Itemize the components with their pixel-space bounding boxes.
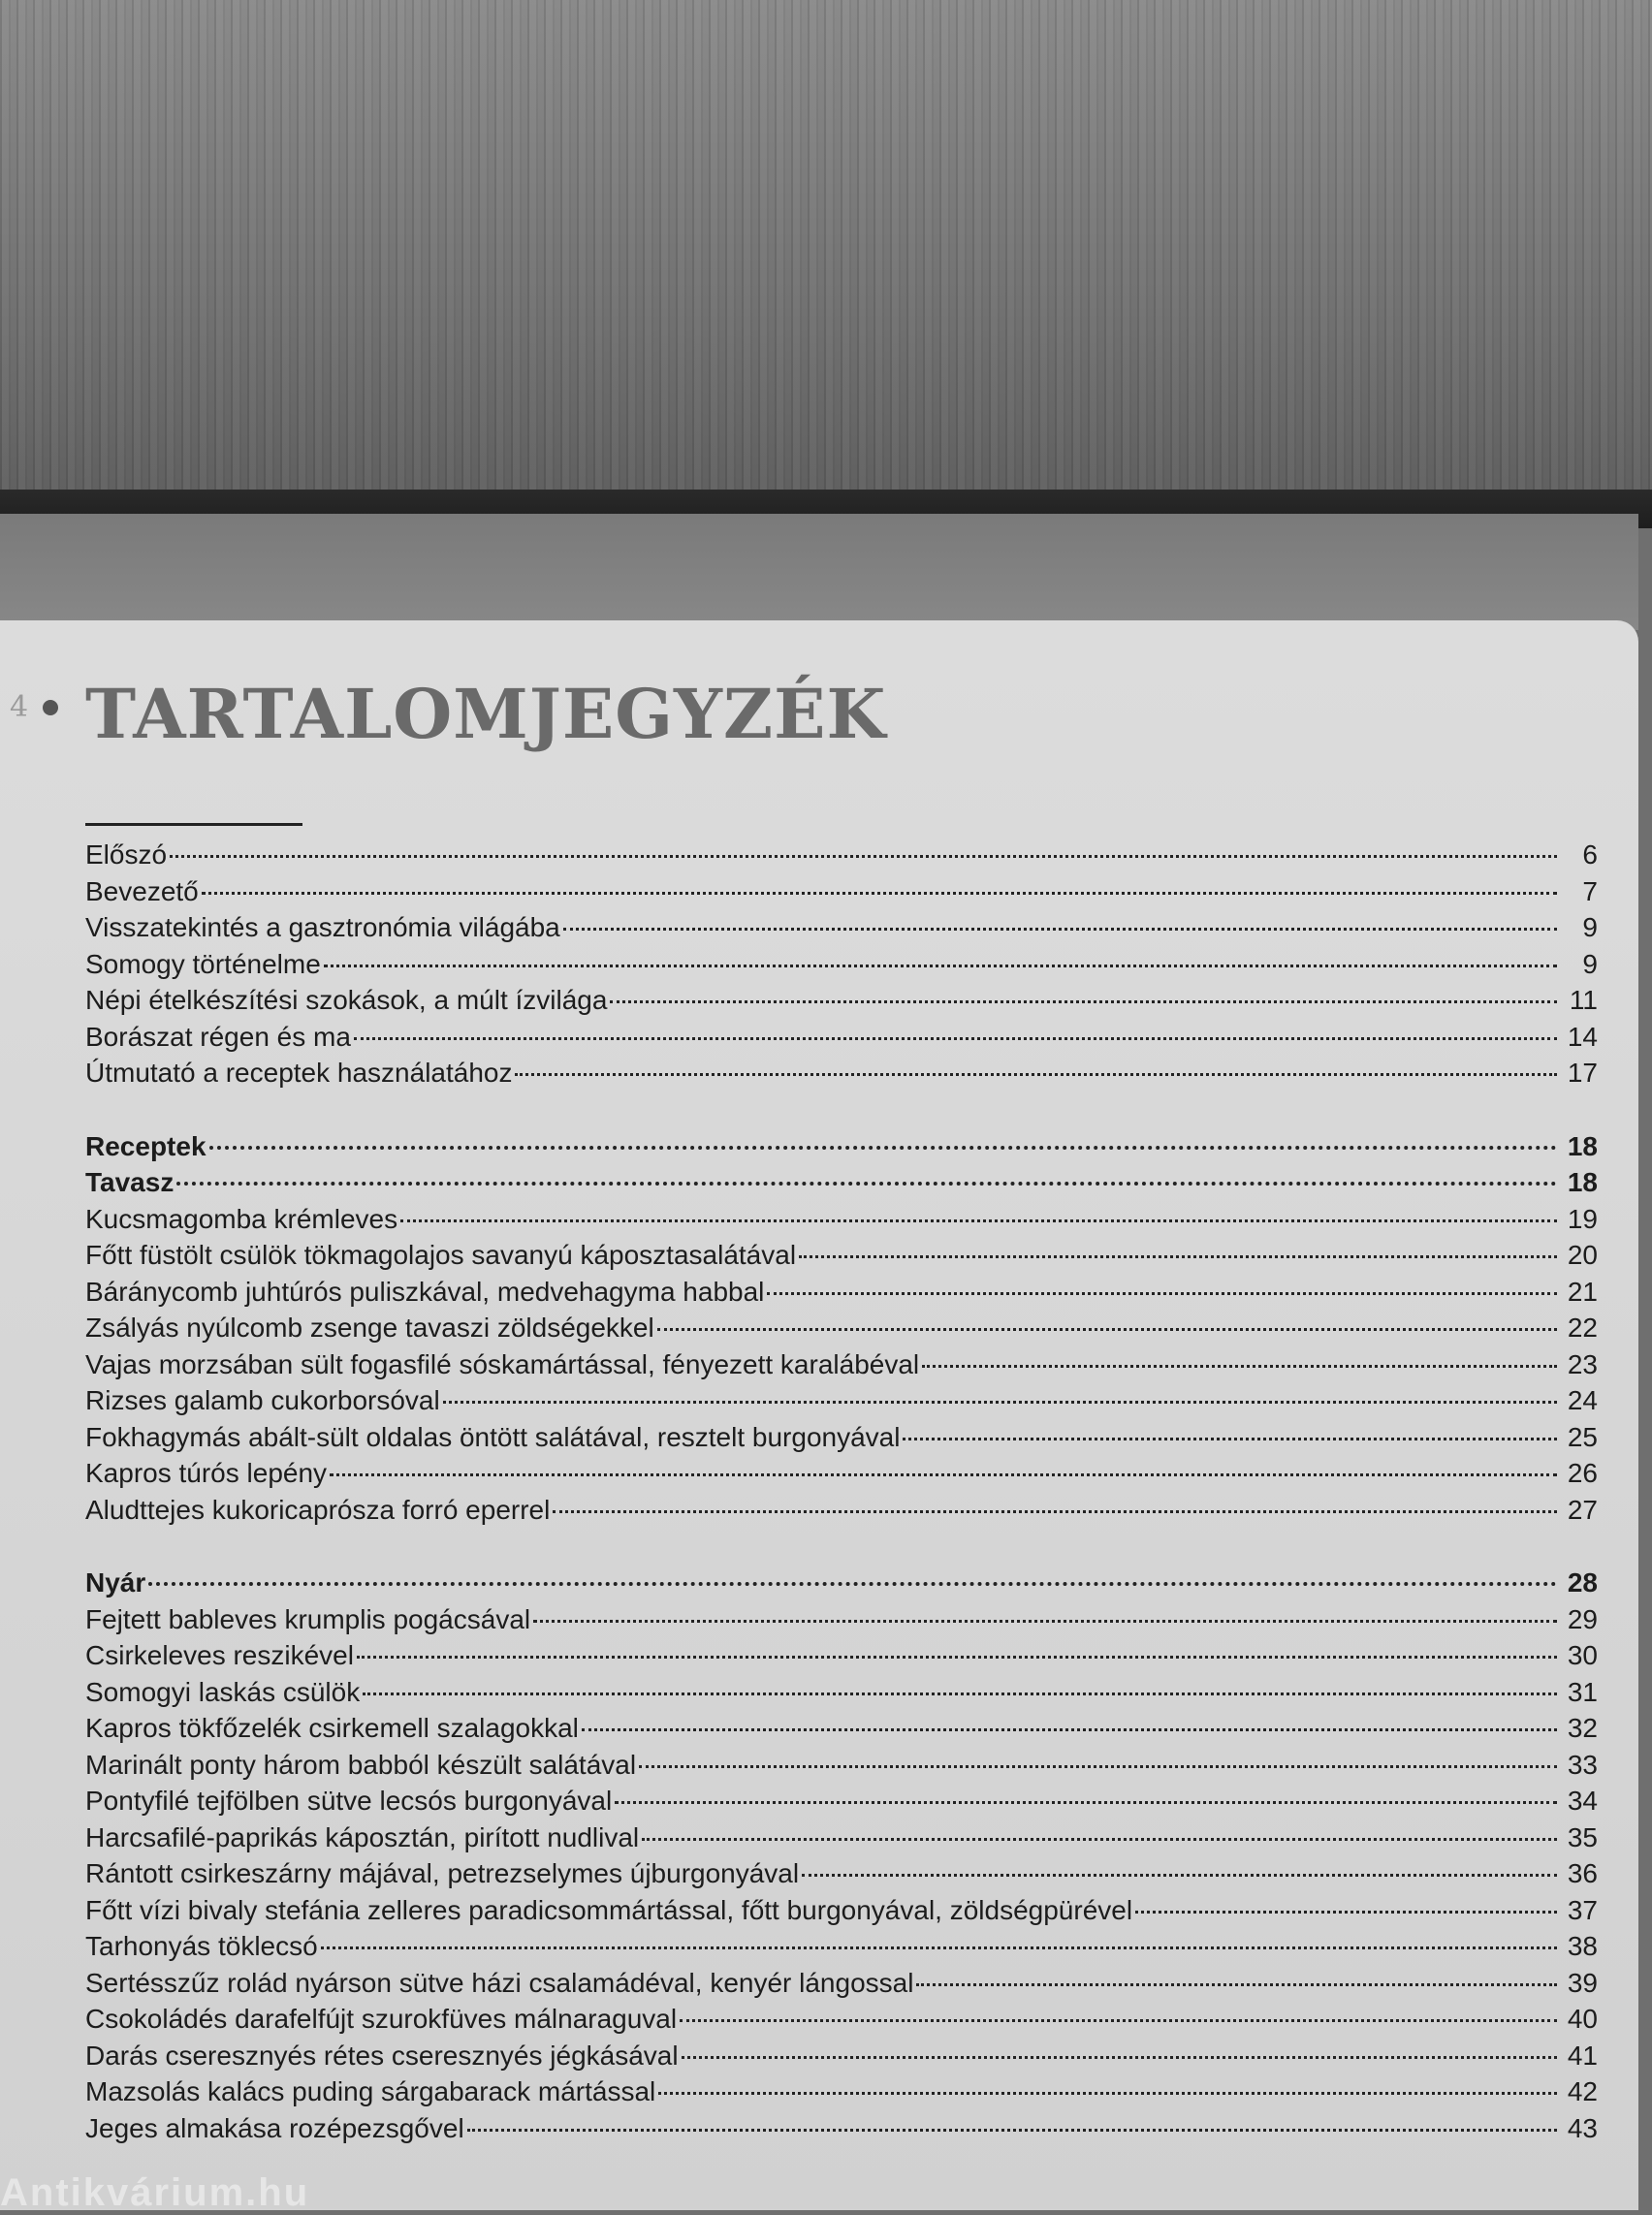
toc-entry[interactable] [85, 1786, 1598, 1822]
toc-entry-label: Pontyfilé tejfölben sütve lecsós burgonyával [85, 1786, 613, 1816]
toc-entry-label: Somogyi laskás csülök [85, 1676, 361, 1707]
dot-leader [209, 1146, 1557, 1150]
toc-entry-page: 9 [1582, 912, 1598, 942]
section-gap [85, 1531, 1598, 1567]
dot-leader [1135, 1911, 1557, 1914]
toc-entry-page: 9 [1582, 948, 1598, 979]
dot-leader [321, 1946, 1557, 1949]
toc-entry-label: Rizses galamb cukorborsóval [85, 1385, 440, 1415]
toc-entry-page: 25 [1567, 1421, 1598, 1452]
toc-entry-label: Marinált ponty három babból készült salátával [85, 1749, 637, 1780]
toc-entry-page: 19 [1567, 1203, 1598, 1234]
toc-entry-label: Mazsolás kalács puding sárgabarack mártással [85, 2076, 656, 2106]
toc-entry[interactable] [85, 2076, 1598, 2113]
dot-leader [363, 1693, 1557, 1695]
toc-entry-label: Fejtett bableves krumplis pogácsával [85, 1603, 531, 1634]
toc-entry-page: 23 [1567, 1348, 1598, 1379]
toc-entry-label: Receptek [85, 1130, 206, 1161]
dot-leader [400, 1219, 1557, 1222]
toc-entry[interactable] [85, 1385, 1598, 1422]
toc-entry-label: Kucsmagomba krémleves [85, 1203, 398, 1234]
toc-entry[interactable] [85, 1677, 1598, 1714]
toc-section-heading[interactable] [85, 1131, 1598, 1168]
toc-entry-label: Csirkeleves reszikével [85, 1640, 354, 1670]
dot-leader [658, 2092, 1557, 2095]
toc-entry-page: 17 [1567, 1058, 1598, 1088]
toc-entry-label: Népi ételkészítési szokások, a múlt ízvilága [85, 985, 608, 1015]
toc-entry-page: 43 [1567, 2112, 1598, 2143]
dot-leader [680, 2019, 1557, 2022]
toc-entry-page: 41 [1567, 2040, 1598, 2071]
toc-entry[interactable] [85, 876, 1598, 913]
toc-entry-page: 30 [1567, 1640, 1598, 1670]
toc-entry-label: Jeges almakása rozépezsgővel [85, 2112, 464, 2143]
toc-entry-label: Főtt vízi bivaly stefánia zelleres paradicsommártással, főtt burgonyával, zöldségpürével [85, 1894, 1133, 1925]
toc-entry-label: Fokhagymás abált-sült oldalas öntött salátával, resztelt burgonyával [85, 1421, 901, 1452]
toc-entry-label: Tavasz [85, 1167, 175, 1197]
toc-entry-page: 38 [1567, 1931, 1598, 1961]
toc-entry-page: 39 [1567, 1967, 1598, 1998]
toc-entry-page: 31 [1567, 1676, 1598, 1707]
toc-entry[interactable] [85, 1822, 1598, 1859]
toc-section-heading[interactable] [85, 1567, 1598, 1604]
toc-entry-label: Aludttejes kukoricaprósza forró eperrel [85, 1494, 551, 1525]
dot-leader [642, 1838, 1557, 1841]
toc-entry[interactable] [85, 839, 1598, 876]
dot-leader [610, 1000, 1557, 1003]
toc-entry-page: 42 [1567, 2076, 1598, 2106]
toc-entry[interactable] [85, 1640, 1598, 1677]
toc-entry-label: Rántott csirkeszárny májával, petrezselymes újburgonyával [85, 1858, 800, 1888]
dot-leader [443, 1401, 1557, 1404]
dot-leader [533, 1620, 1557, 1623]
toc-entry-page: 21 [1567, 1276, 1598, 1307]
toc-entry-label: Főtt füstölt csülök tökmagolajos savanyú káposztasalátával [85, 1240, 797, 1270]
dot-leader [324, 965, 1557, 967]
toc-entry[interactable] [85, 2004, 1598, 2041]
toc-entry-label: Bevezető [85, 875, 199, 906]
toc-entry-label: Borászat régen és ma [85, 1021, 351, 1052]
toc-entry-page: 29 [1567, 1603, 1598, 1634]
toc-entry[interactable] [85, 1204, 1598, 1241]
dot-leader [357, 1656, 1557, 1659]
dot-leader [639, 1765, 1557, 1768]
toc-entry-page: 6 [1582, 839, 1598, 870]
dot-leader [176, 1182, 1557, 1186]
toc-entry-page: 37 [1567, 1894, 1598, 1925]
toc-entry[interactable] [85, 912, 1598, 949]
toc-entry-page: 24 [1567, 1385, 1598, 1415]
dot-leader [170, 855, 1557, 858]
toc-entry-label: Báránycomb juhtúrós puliszkával, medvehagyma habbal [85, 1276, 765, 1307]
toc-entry[interactable] [85, 1495, 1598, 1532]
bullet-icon [43, 700, 58, 715]
toc-entry-label: Előszó [85, 839, 168, 870]
dot-leader [582, 1728, 1557, 1731]
toc-entry-page: 20 [1567, 1240, 1598, 1270]
dot-leader [553, 1510, 1557, 1513]
watermark: Antikvárium.hu [0, 2171, 310, 2214]
toc-entry[interactable] [85, 1895, 1598, 1932]
toc-entry-page: 32 [1567, 1713, 1598, 1743]
toc-entry-page: 18 [1567, 1167, 1598, 1197]
dot-leader [330, 1473, 1557, 1476]
background-surface [0, 0, 1652, 504]
dot-leader [799, 1255, 1557, 1258]
title-underline [85, 823, 302, 826]
toc-entry-label: Somogy történelme [85, 948, 321, 979]
toc-entry[interactable] [85, 1604, 1598, 1641]
toc-entry-label: Harcsafilé-paprikás káposztán, pirított nudlival [85, 1821, 640, 1852]
page-number: 4 [10, 690, 29, 724]
section-gap [85, 1094, 1598, 1131]
toc-entry[interactable] [85, 2041, 1598, 2077]
toc-entry-page: 35 [1567, 1821, 1598, 1852]
dot-leader [802, 1874, 1557, 1877]
dot-leader [903, 1438, 1557, 1440]
toc-entry-page: 22 [1567, 1313, 1598, 1343]
dot-leader [148, 1582, 1557, 1586]
toc-entry[interactable] [85, 1349, 1598, 1386]
page-title: TARTALOMJEGYZÉK [85, 674, 887, 754]
dot-leader [615, 1801, 1557, 1804]
toc-entry[interactable] [85, 985, 1598, 1022]
toc-entry-label: Zsályás nyúlcomb zsenge tavaszi zöldségekkel [85, 1313, 654, 1343]
dot-leader [467, 2129, 1557, 2132]
toc-section-heading[interactable] [85, 1167, 1598, 1204]
toc-entry-page: 40 [1567, 2004, 1598, 2034]
dot-leader [202, 892, 1557, 895]
dot-leader [682, 2056, 1557, 2059]
toc-entry-page: 11 [1569, 985, 1598, 1015]
toc-entry[interactable] [85, 2113, 1598, 2150]
toc-entry-page: 7 [1582, 875, 1598, 906]
toc-entry-label: Visszatekintés a gasztronómia világába [85, 912, 560, 942]
dot-leader [515, 1073, 1557, 1076]
toc-entry-label: Darás cseresznyés rétes cseresznyés jégkásával [85, 2040, 679, 2071]
toc-entry[interactable] [85, 1422, 1598, 1459]
toc-entry-page: 14 [1567, 1021, 1598, 1052]
toc-entry-label: Tarhonyás töklecsó [85, 1931, 318, 1961]
table-of-contents [85, 839, 1598, 2149]
toc-entry-label: Kapros túrós lepény [85, 1458, 328, 1488]
toc-entry[interactable] [85, 1968, 1598, 2005]
dot-leader [916, 1983, 1557, 1986]
dot-leader [767, 1292, 1557, 1295]
toc-entry[interactable] [85, 1858, 1598, 1895]
toc-entry-page: 27 [1567, 1494, 1598, 1525]
toc-entry[interactable] [85, 1058, 1598, 1094]
dot-leader [657, 1328, 1557, 1331]
dot-leader [922, 1365, 1557, 1368]
page-under-edge [0, 514, 1638, 630]
toc-entry-page: 18 [1567, 1130, 1598, 1161]
toc-entry[interactable] [85, 1713, 1598, 1750]
toc-entry-page: 26 [1567, 1458, 1598, 1488]
toc-entry[interactable] [85, 1313, 1598, 1349]
toc-entry-page: 33 [1567, 1749, 1598, 1780]
toc-entry-label: Kapros tökfőzelék csirkemell szalagokkal [85, 1713, 579, 1743]
toc-entry-page: 34 [1567, 1786, 1598, 1816]
toc-entry-label: Sertésszűz rolád nyárson sütve házi csalamádéval, kenyér lángossal [85, 1967, 914, 1998]
toc-entry[interactable] [85, 1750, 1598, 1787]
toc-entry-label: Csokoládés darafelfújt szurokfüves málnaraguval [85, 2004, 678, 2034]
toc-entry[interactable] [85, 1458, 1598, 1495]
dot-leader [563, 928, 1557, 931]
toc-entry-page: 28 [1567, 1567, 1598, 1598]
toc-entry[interactable] [85, 949, 1598, 986]
toc-entry[interactable] [85, 1277, 1598, 1313]
toc-entry-label: Útmutató a receptek használatához [85, 1058, 513, 1088]
toc-entry-label: Nyár [85, 1567, 146, 1598]
toc-entry-page: 36 [1567, 1858, 1598, 1888]
toc-entry[interactable] [85, 1931, 1598, 1968]
dot-leader [354, 1037, 1557, 1040]
toc-entry-label: Vajas morzsában sült fogasfilé sóskamártással, fényezett karalábéval [85, 1348, 920, 1379]
toc-entry[interactable] [85, 1240, 1598, 1277]
toc-entry[interactable] [85, 1022, 1598, 1059]
